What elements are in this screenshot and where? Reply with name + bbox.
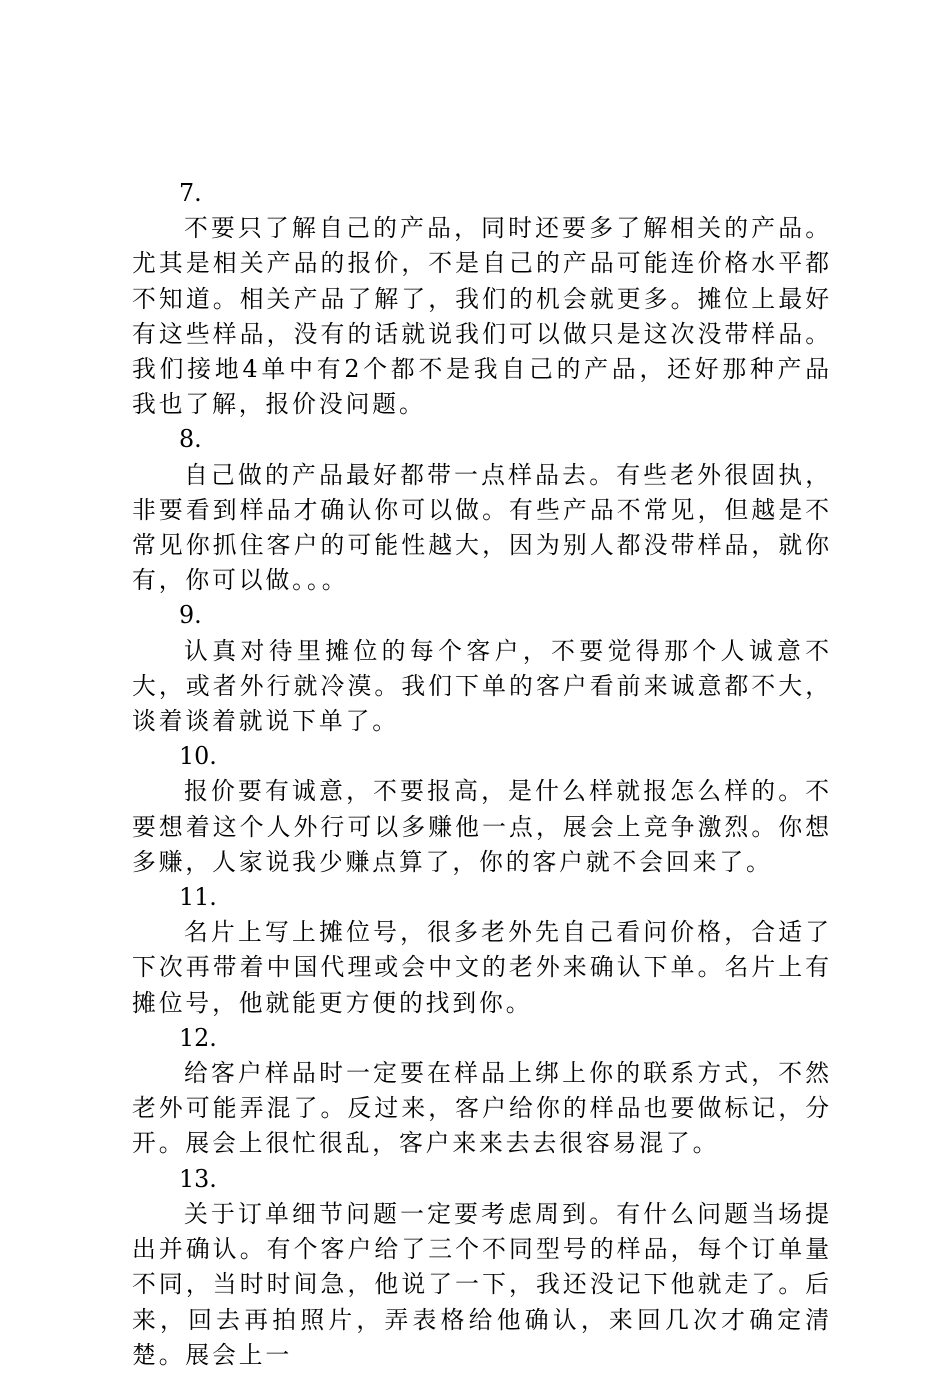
item-number: 11. (179, 883, 217, 912)
item-number: 8. (179, 425, 202, 454)
item-number: 7. (179, 179, 202, 207)
item-number: 9. (179, 601, 202, 630)
document-page (132, 176, 832, 1373)
item-paragraph: 关于订单细节问题一定要考虑周到。有什么问题当场提出并确认。有个客户给了三个不同型号的样品，每个订单量不同，当时时间急，他说了一下，我还没记下他就走了。后来，回去再拍照片，弄表格给他确认，来回几次才确定清楚。展会上一 (132, 1199, 832, 1369)
section-item-10 (132, 739, 832, 880)
section-item-13 (132, 1162, 832, 1373)
item-paragraph: 名片上写上摊位号，很多老外先自己看问价格，合适了下次再带着中国代理或会中文的老外来确认下单。名片上有摊位号，他就能更方便的找到你。 (132, 918, 832, 1017)
item-paragraph: 自己做的产品最好都带一点样品去。有些老外很固执，非要看到样品才确认你可以做。有些产品不常见，但越是不常见你抓住客户的可能性越大，因为别人都没带样品，就你有，你可以做。。。 (132, 460, 832, 595)
item-paragraph: 不要只了解自己的产品，同时还要多了解相关的产品。尤其是相关产品的报价，不是自己的产品可能连价格水平都不知道。相关产品了解了，我们的机会就更多。摊位上最好有这些样品，没有的话就说我们可以做只是这次没带样品。我们接地4单中有2个都不是我自己的产品，还好那种产品我也了解，报价没问题。 (132, 214, 832, 419)
item-paragraph: 认真对待里摊位的每个客户，不要觉得那个人诚意不大，或者外行就冷漠。我们下单的客户看前来诚意都不大，谈着谈着就说下单了。 (132, 636, 832, 736)
item-number: 13. (179, 1164, 217, 1193)
section-item-11 (132, 880, 832, 1021)
item-paragraph: 给客户样品时一定要在样品上绑上你的联系方式，不然老外可能弄混了。反过来，客户给你的样品也要做标记，分开。展会上很忙很乱，客户来来去去很容易混了。 (132, 1059, 832, 1158)
item-number: 12. (179, 1023, 217, 1052)
section-item-7 (132, 176, 832, 422)
section-item-8 (132, 422, 832, 598)
item-paragraph: 报价要有诚意，不要报高，是什么样就报怎么样的。不要想着这个人外行可以多赚他一点，展会上竞争激烈。你想多赚，人家说我少赚点算了，你的客户就不会回来了。 (132, 777, 832, 876)
section-item-12 (132, 1021, 832, 1162)
item-number: 10. (179, 742, 217, 771)
section-item-9 (132, 598, 832, 739)
